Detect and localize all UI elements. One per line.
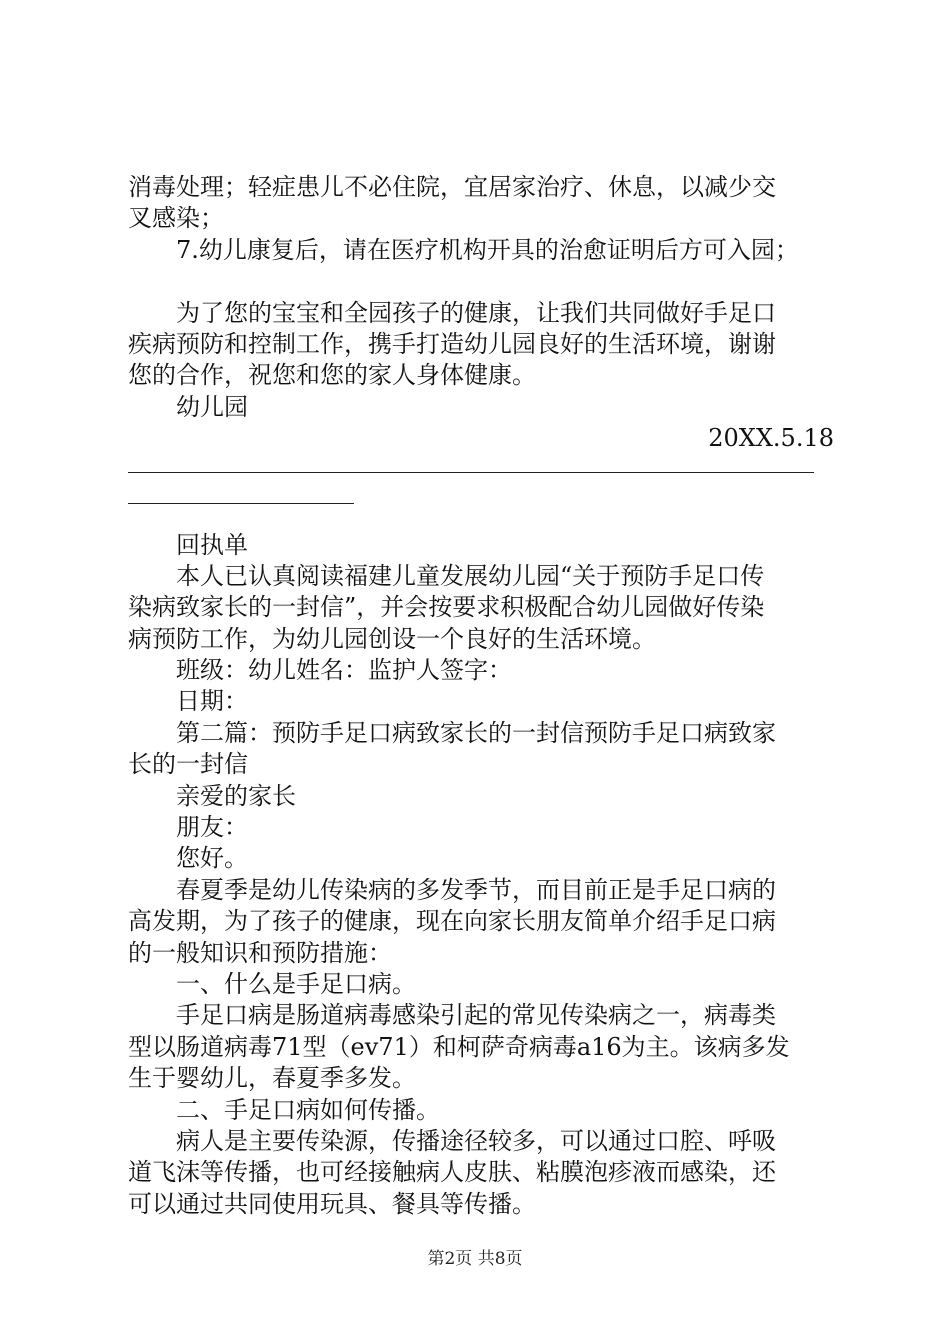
heading-what-is: 一、什么是手足口病。 xyxy=(176,969,416,998)
closing-paragraph-line: 疾病预防和控制工作，携手打造幼儿园良好的生活环境，谢谢 xyxy=(128,329,776,358)
greeting-line: 朋友： xyxy=(176,813,248,842)
greeting-line: 您好。 xyxy=(176,844,248,873)
blank-line xyxy=(128,266,834,297)
closing-paragraph-line: 您的合作，祝您和您的家人身体健康。 xyxy=(128,361,536,390)
receipt-text-line: 染病致家长的一封信”，并会按要求积极配合幼儿园做好传染 xyxy=(128,593,765,622)
heading-transmission: 二、手足口病如何传播。 xyxy=(176,1095,440,1124)
section-title-line: 第二篇：预防手足口病致家长的一封信预防手足口病致家 xyxy=(176,718,776,747)
letter-date: 20XX.5.18 xyxy=(708,424,834,453)
paragraph-line: 手足口病是肠道病毒感染引起的常见传染病之一，病毒类 xyxy=(176,1001,776,1030)
receipt-date: 日期： xyxy=(176,687,248,716)
greeting-line: 亲爱的家长 xyxy=(176,781,296,810)
intro-paragraph-line: 高发期，为了孩子的健康，现在向家长朋友简单介绍手足口病 xyxy=(128,907,776,936)
list-item-7: 7.幼儿康复后，请在医疗机构开具的治愈证明后方可入园； xyxy=(176,235,799,264)
closing-paragraph-line: 为了您的宝宝和全园孩子的健康，让我们共同做好手足口 xyxy=(176,298,776,327)
receipt-fields: 班级：幼儿姓名：监护人签字： xyxy=(176,656,512,685)
paragraph-line: 消毒处理；轻症患儿不必住院，宜居家治疗、休息，以减少交 xyxy=(128,173,776,201)
signature: 幼儿园 xyxy=(176,392,248,421)
intro-paragraph-line: 的一般知识和预防措施： xyxy=(128,938,392,967)
paragraph-line: 生于婴幼儿，春夏季多发。 xyxy=(128,1064,416,1093)
intro-paragraph-line: 春夏季是幼儿传染病的多发季节，而目前正是手足口病的 xyxy=(176,875,776,904)
receipt-text-line: 本人已认真阅读福建儿童发展幼儿园“关于预防手足口传 xyxy=(176,561,765,590)
separator-line xyxy=(128,472,814,473)
paragraph-line: 可以通过共同使用玩具、餐具等传播。 xyxy=(128,1189,536,1218)
section-title-line: 长的一封信 xyxy=(128,750,248,779)
paragraph-line: 叉感染； xyxy=(128,204,224,233)
separator-line-short xyxy=(128,503,354,504)
paragraph-line: 道飞沫等传播，也可经接触病人皮肤、粘膜泡疹液而感染，还 xyxy=(128,1158,776,1187)
paragraph-line: 型以肠道病毒71型（ev71）和柯萨奇病毒a16为主。该病多发 xyxy=(128,1032,790,1061)
receipt-text-line: 病预防工作，为幼儿园创设一个良好的生活环境。 xyxy=(128,624,656,653)
receipt-title: 回执单 xyxy=(176,530,248,559)
page-number-footer: 第2页 共8页 xyxy=(427,1249,523,1269)
document-body xyxy=(128,172,834,1220)
paragraph-line: 病人是主要传染源，传播途径较多，可以通过口腔、呼吸 xyxy=(176,1126,776,1155)
